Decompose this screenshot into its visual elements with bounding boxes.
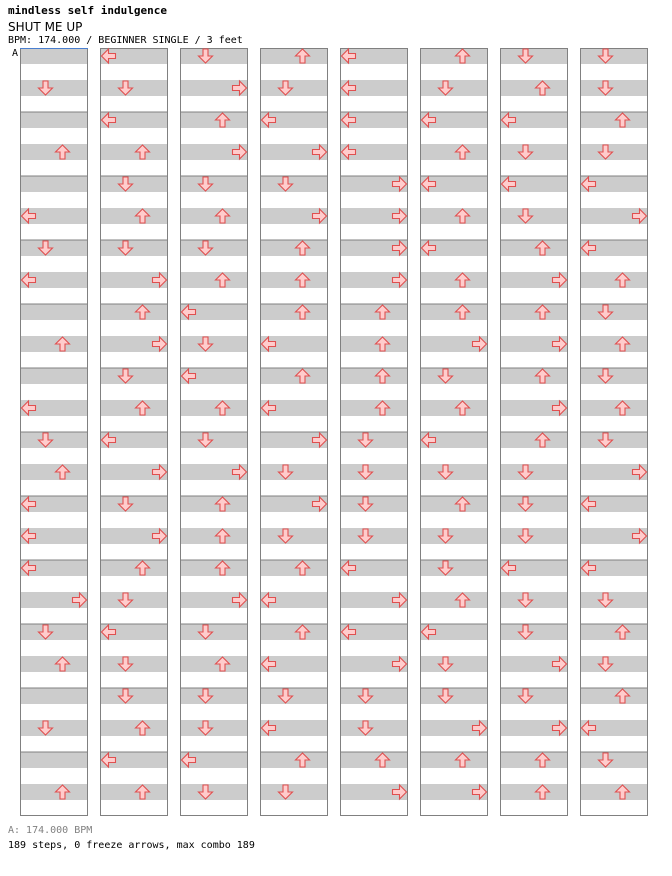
chart-column	[340, 48, 408, 816]
chart-info: BPM: 174.000 / BEGINNER SINGLE / 3 feet	[8, 35, 243, 46]
chart-column	[260, 48, 328, 816]
chart-column	[100, 48, 168, 816]
chart-column	[500, 48, 568, 816]
chart-column	[580, 48, 648, 816]
chart-column	[420, 48, 488, 816]
bpm-legend: A: 174.000 BPM	[8, 825, 93, 836]
song-title: SHUT ME UP	[8, 20, 83, 34]
section-marker: A	[12, 48, 19, 59]
step-summary: 189 steps, 0 freeze arrows, max combo 189	[8, 840, 255, 851]
artist-name: mindless self indulgence	[8, 4, 167, 17]
chart-column	[20, 48, 88, 816]
chart-column	[180, 48, 248, 816]
